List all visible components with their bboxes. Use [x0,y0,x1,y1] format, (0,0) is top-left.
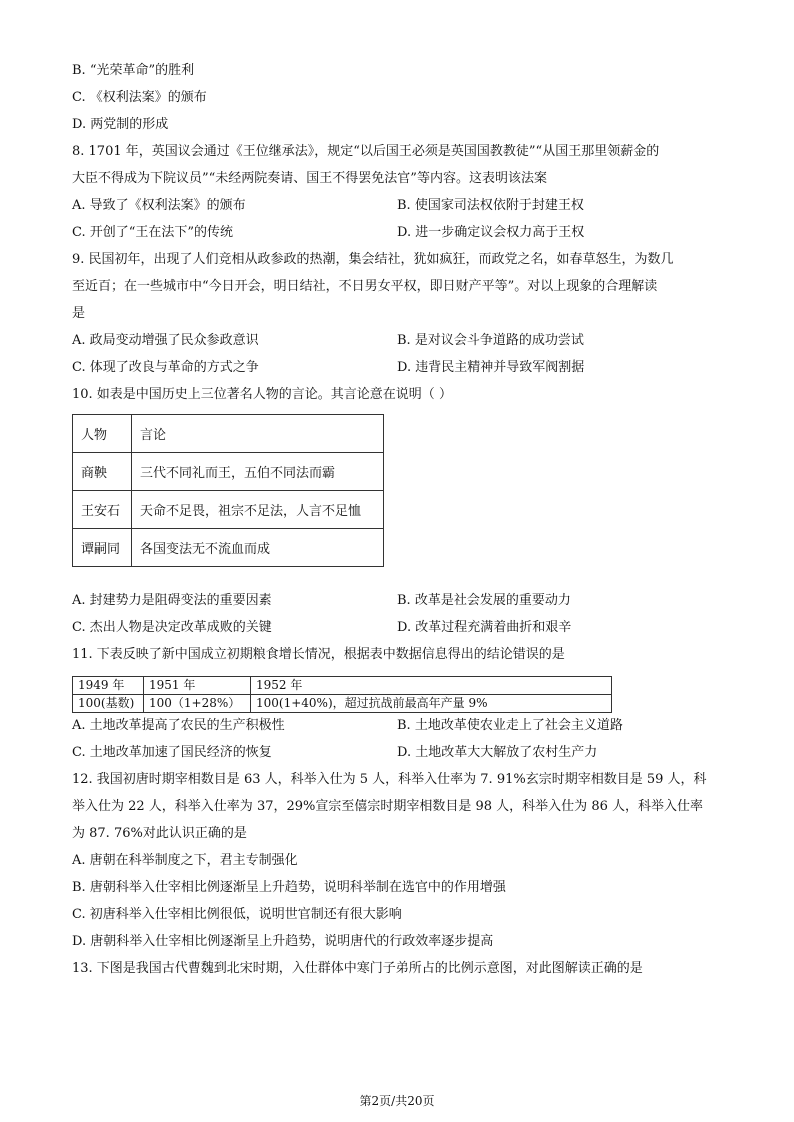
q11-stem: 11. 下表反映了新中国成立初期粮食增长情况，根据表中数据信息得出的结论错误的是 [72,647,565,662]
q8-option-b: B. 使国家司法权依附于封建王权 [397,198,584,213]
q12-option-c: C. 初唐科举入仕宰相比例很低，说明世官制还有很大影响 [72,907,402,922]
q12-stem-line2: 举入仕为 22 人，科举入仕率为 37，29%宣宗至僖宗时期宰相数目是 98 人，科举入仕为 86 人，科举入仕率 [72,799,703,814]
table-cell: 100(1+40%)，超过抗战前最高年产量 9% [251,695,612,713]
table-cell: 100(基数) [73,695,144,713]
q9-option-c: C. 体现了改良与革命的方式之争 [72,360,259,375]
q12-stem-line3: 为 87. 76%对此认识正确的是 [72,826,247,841]
table-header-cell: 1951 年 [144,677,251,695]
q7-option-c: C. 《权利法案》的颁布 [72,90,207,105]
table-header-cell: 1952 年 [251,677,612,695]
table-cell: 天命不足畏，祖宗不足法，人言不足恤 [132,491,384,529]
table-cell: 三代不同礼而王，五伯不同法而霸 [132,453,384,491]
q10-stem: 10. 如表是中国历史上三位著名人物的言论。其言论意在说明（ ） [72,387,452,402]
q11-option-c: C. 土地改革加速了国民经济的恢复 [72,745,272,760]
q9-stem-line2: 至近百；在一些城市中“今日开会，明日结社，不日男女平权，即日财产平等”。对以上现象的合理解读 [72,279,658,294]
table-header-row [73,677,612,695]
table-row [73,529,384,567]
q7-option-d: D. 两党制的形成 [72,117,169,132]
table-row [73,695,612,713]
table-row [73,491,384,529]
q9-option-a: A. 政局变动增强了民众参政意识 [72,333,259,348]
q11-option-d: D. 土地改革大大解放了农村生产力 [397,745,598,760]
q10-option-a: A. 封建势力是阻碍变法的重要因素 [72,593,272,608]
q10-option-d: D. 改革过程充满着曲折和艰辛 [397,620,572,635]
table-cell: 100（1+28%） [144,695,251,713]
q12-stem-line1: 12. 我国初唐时期宰相数目是 63 人，科举入仕为 5 人，科举入仕率为 7. 91%玄宗时期宰相数目是 59 人，科 [72,772,707,787]
q9-option-b: B. 是对议会斗争道路的成功尝试 [397,333,584,348]
q11-option-a: A. 土地改革提高了农民的生产积极性 [72,718,285,733]
q8-option-d: D. 进一步确定议会权力高于王权 [397,225,585,240]
q8-option-a: A. 导致了《权利法案》的颁布 [72,198,246,213]
q12-option-b: B. 唐朝科举入仕宰相比例逐渐呈上升趋势，说明科举制在选官中的作用增强 [72,880,506,895]
q10-table [72,414,384,567]
q8-stem-line2: 大臣不得成为下院议员”“未经两院奏请、国王不得罢免法官”等内容。这表明该法案 [72,171,547,186]
q9-stem-line3: 是 [72,306,86,321]
q10-option-b: B. 改革是社会发展的重要动力 [397,593,571,608]
page-footer: 第2页/共20页 [359,1094,435,1108]
table-header-cell: 言论 [132,415,384,453]
table-header-cell: 人物 [73,415,132,453]
table-cell: 谭嗣同 [73,529,132,567]
q12-option-d: D. 唐朝科举入仕宰相比例逐渐呈上升趋势，说明唐代的行政效率逐步提高 [72,934,494,949]
table-cell: 王安石 [73,491,132,529]
table-header-row [73,415,384,453]
q10-option-c: C. 杰出人物是决定改革成败的关键 [72,620,272,635]
q12-option-a: A. 唐朝在科举制度之下，君主专制强化 [72,853,298,868]
table-cell: 商鞅 [73,453,132,491]
table-header-cell: 1949 年 [73,677,144,695]
q9-stem-line1: 9. 民国初年，出现了人们竞相从政参政的热潮，集会结社，犹如疯狂，而政党之名，如春草怒生，为数几 [72,252,674,267]
table-cell: 各国变法无不流血而成 [132,529,384,567]
q7-option-b: B. “光荣革命”的胜利 [72,63,195,78]
q9-option-d: D. 违背民主精神并导致军阀割据 [397,360,585,375]
q11-option-b: B. 土地改革使农业走上了社会主义道路 [397,718,623,733]
q11-table [72,676,612,713]
q8-stem-line1: 8. 1701 年，英国议会通过《王位继承法》，规定“以后国王必须是英国国教教徒”“从国王那里领薪金的 [72,144,660,159]
table-row [73,453,384,491]
q13-stem: 13. 下图是我国古代曹魏到北宋时期，入仕群体中寒门子弟所占的比例示意图，对此图解读正确的是 [72,961,643,976]
q8-option-c: C. 开创了“王在法下”的传统 [72,225,234,240]
